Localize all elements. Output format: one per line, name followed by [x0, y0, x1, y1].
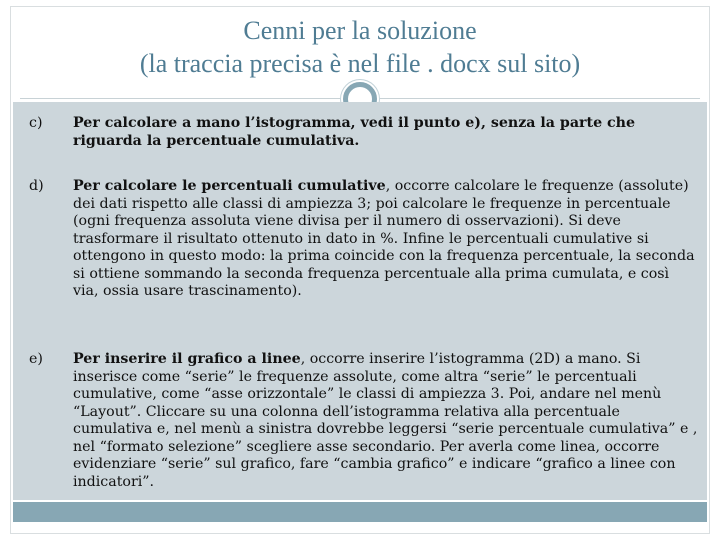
- list-item-body-text: , occorre inserire l’istogramma (2D) a mano. Si inserisce come “serie” le frequenze assolute, come altra “serie” le percentuali cumulative, come “asse orizzontale” le classi di ampiezza 3. Poi, andare nel menù “Layout”. Cliccare su una colonna dell’istogramma relativa alla percentuale cumulativa e, nel menù a sinistra dovrebbe leggersi “serie percentuale cumulativa” e , nel “formato selezione” scegliere asse secondario. Per averla come linea, occorre evidenziare “serie” sul grafico, fare “cambia grafico” e indicare “grafico a linee con indicatori”.: [73, 351, 698, 490]
- content-panel: [13, 102, 707, 500]
- list-item-bold-text: Per calcolare le percentuali cumulative: [73, 178, 386, 194]
- title-line-2: (la traccia precisa è nel file . docx sul sito): [139, 49, 581, 78]
- list-item-letter: c): [29, 115, 43, 131]
- list-item-letter: e): [29, 351, 43, 367]
- title-line-1: Cenni per la soluzione: [243, 16, 477, 45]
- list-item-body-text: , occorre calcolare le frequenze (assolute) dei dati rispetto alle classi di ampiezza 3; poi calcolare le frequenze in percentuale (ogni frequenza assoluta viene divisa per il numero di osservazioni). Si deve trasformare il risultato ottenuto in dato in %. Infine le percentuali cumulative si ottengono in questo modo: la prima coincide con la frequenza percentuale, la seconda si ottiene sommando la seconda frequenza percentuale alla prima cumulata, e così via, ossia usare trascinamento).: [73, 178, 695, 299]
- list-item-text: [73, 351, 699, 491]
- list-item-text: [73, 178, 699, 301]
- list-item-text: [73, 115, 699, 150]
- list-item-bold-text: Per inserire il grafico a linee: [73, 351, 301, 367]
- footer-bar: [13, 502, 707, 522]
- list-item-letter: d): [29, 178, 44, 194]
- list-item-bold-text: Per calcolare a mano l’istogramma, vedi il punto e), senza la parte che riguarda la percentuale cumulativa.: [73, 115, 636, 149]
